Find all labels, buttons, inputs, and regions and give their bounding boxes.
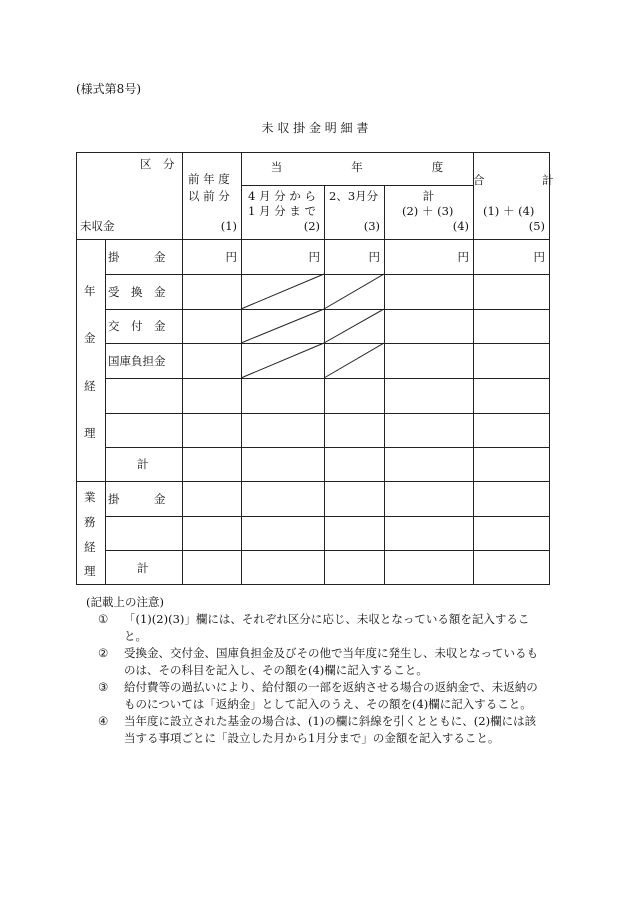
header-kubun: 区 分 — [140, 157, 175, 171]
note-item — [98, 713, 558, 747]
note-text-cont: 当する事項ごとに「設立した月から1月分まで」の金額を記入すること。 — [124, 730, 500, 745]
header-prev-year-1: 前 年 度 — [188, 172, 230, 186]
note-item — [98, 679, 558, 713]
header-col2: (2) — [303, 219, 320, 233]
header-col5: (5) — [528, 219, 545, 233]
note-number: ② — [98, 646, 109, 660]
section-label-char: 業 — [84, 490, 96, 504]
note-item — [98, 611, 558, 645]
document-title: 未 収 掛 金 明 細 書 — [261, 121, 369, 135]
header-col1: (1) — [220, 219, 237, 233]
row-label-kofukin: 交 付 金 — [108, 319, 166, 333]
note-item — [98, 645, 558, 679]
header-subtotal: 計 — [422, 189, 435, 203]
note-text: 給付費等の過払いにより、給付額の一部を返納させる場合の返納金で、未返納の — [124, 680, 538, 694]
form-number: (様式第8号) — [76, 82, 141, 96]
note-text: 当年度に設立された基金の場合は、(1)の欄に斜線を引くとともに、(2)欄には該 — [124, 714, 537, 728]
header-apr-jan-1: 4 月 分 か ら — [248, 189, 316, 203]
section-label-char: 務 — [84, 515, 96, 529]
row-label-jukankin: 受 換 金 — [108, 285, 166, 299]
note-number: ③ — [98, 680, 109, 694]
header-prev-year-2: 以 前 分 — [188, 189, 230, 203]
note-number: ① — [98, 612, 109, 626]
header-total: 合 計 — [473, 173, 554, 187]
note-text-cont: と。 — [124, 628, 147, 643]
header-apr-jan-2: 1 月 分 ま で — [248, 204, 316, 218]
note-number: ④ — [98, 714, 109, 728]
section-label-char: 経 — [84, 540, 96, 554]
yen-col4: 円 — [457, 250, 469, 264]
header-feb-mar: 2、3月分 — [329, 189, 379, 203]
header-col4: (4) — [452, 219, 469, 233]
note-text-cont: のは、その科目を記入し、その額を(4)欄に記入すること。 — [124, 662, 428, 677]
yen-col3: 円 — [368, 250, 380, 264]
section-label-char: 金 — [84, 331, 96, 345]
row-label-kokko: 国庫負担金 — [108, 354, 166, 368]
section-label-char: 理 — [84, 426, 96, 440]
section-label-char: 年 — [84, 284, 96, 298]
note-text-cont: ものについては「返納金」として記入のうえ、その額を(4)欄に記入すること。 — [124, 696, 532, 711]
header-current-year: 当 年 度 — [270, 160, 444, 174]
row-label-kakekin: 掛 金 — [108, 250, 166, 264]
row-label-total: 計 — [137, 561, 149, 575]
section-label-char: 理 — [84, 564, 96, 578]
header-total-formula: (1) ＋ (4) — [483, 204, 535, 218]
header-col3: (3) — [363, 219, 380, 233]
header-misyukin: 未収金 — [80, 219, 115, 233]
note-text: 「(1)(2)(3)」欄には、それぞれ区分に応じ、未収となっている額を記入するこ — [124, 612, 530, 626]
header-subtotal-formula: (2) ＋ (3) — [402, 204, 454, 218]
row-label-kakekin: 掛 金 — [108, 492, 166, 506]
note-text: 受換金、交付金、国庫負担金及びその他で当年度に発生し、未収となっているも — [124, 646, 538, 660]
yen-col2: 円 — [308, 250, 320, 264]
yen-col5: 円 — [533, 250, 545, 264]
section-label-char: 経 — [84, 379, 96, 393]
row-label-total: 計 — [137, 457, 149, 471]
notes-heading: (記載上の注意) — [86, 595, 164, 609]
yen-col1: 円 — [225, 250, 237, 264]
